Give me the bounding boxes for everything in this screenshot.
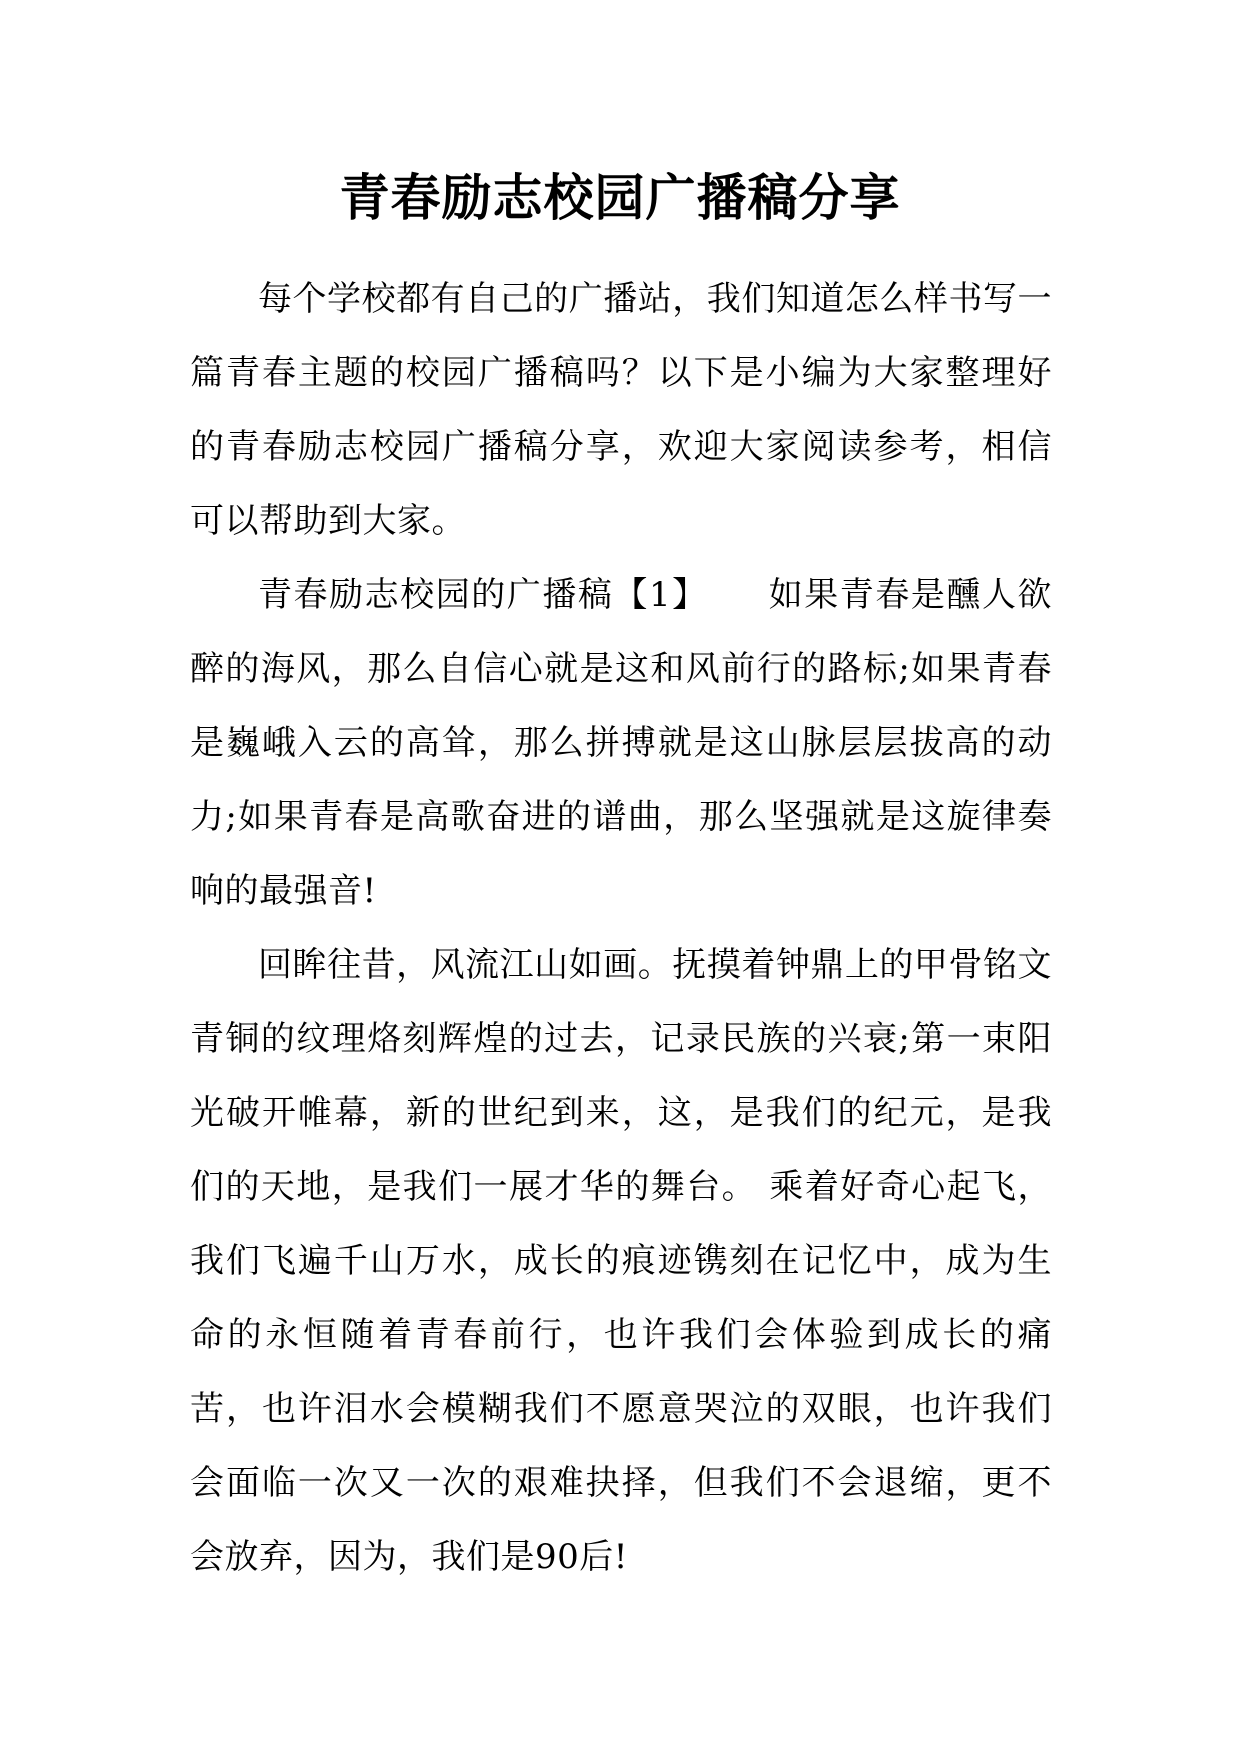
intro-paragraph: 每个学校都有自己的广播站，我们知道怎么样书写一篇青春主题的校园广播稿吗？以下是小编为大家整理好的青春励志校园广播稿分享，欢迎大家阅读参考，相信可以帮助到大家。 [190, 279, 1052, 541]
body-paragraph: 回眸往昔，风流江山如画。抚摸着钟鼎上的甲骨铭文青铜的纹理烙刻辉煌的过去，记录民族的兴衰;第一束阳光破开帷幕，新的世纪到来，这，是我们的纪元，是我们的天地，是我们一展才华的舞台。 乘着好奇心起飞，我们飞遍千山万水，成长的痕迹镌刻在记忆中，成为生命的永恒随着青春前行，也许我们会体验到成长的痛苦，也许泪水会模糊我们不愿意哭泣的双眼，也许我们会面临一次又一次的艰难抉择，但我们不会退缩，更不会放弃，因为，我们是90后! [190, 945, 1052, 1577]
section-1-heading: 青春励志校园的广播稿【1】 [258, 575, 708, 615]
document-title: 青春励志校园广播稿分享 [339, 169, 901, 227]
document-body [190, 262, 1052, 1594]
section-1-paragraph [190, 558, 1052, 928]
section-1-text: 如果青春是醺人欲醉的海风，那么自信心就是这和风前行的路标;如果青春是巍峨入云的高耸，那么拼搏就是这山脉层层拔高的动力;如果青春是高歌奋进的谱曲，那么坚强就是这旋律奏响的最强音! [190, 575, 1052, 911]
